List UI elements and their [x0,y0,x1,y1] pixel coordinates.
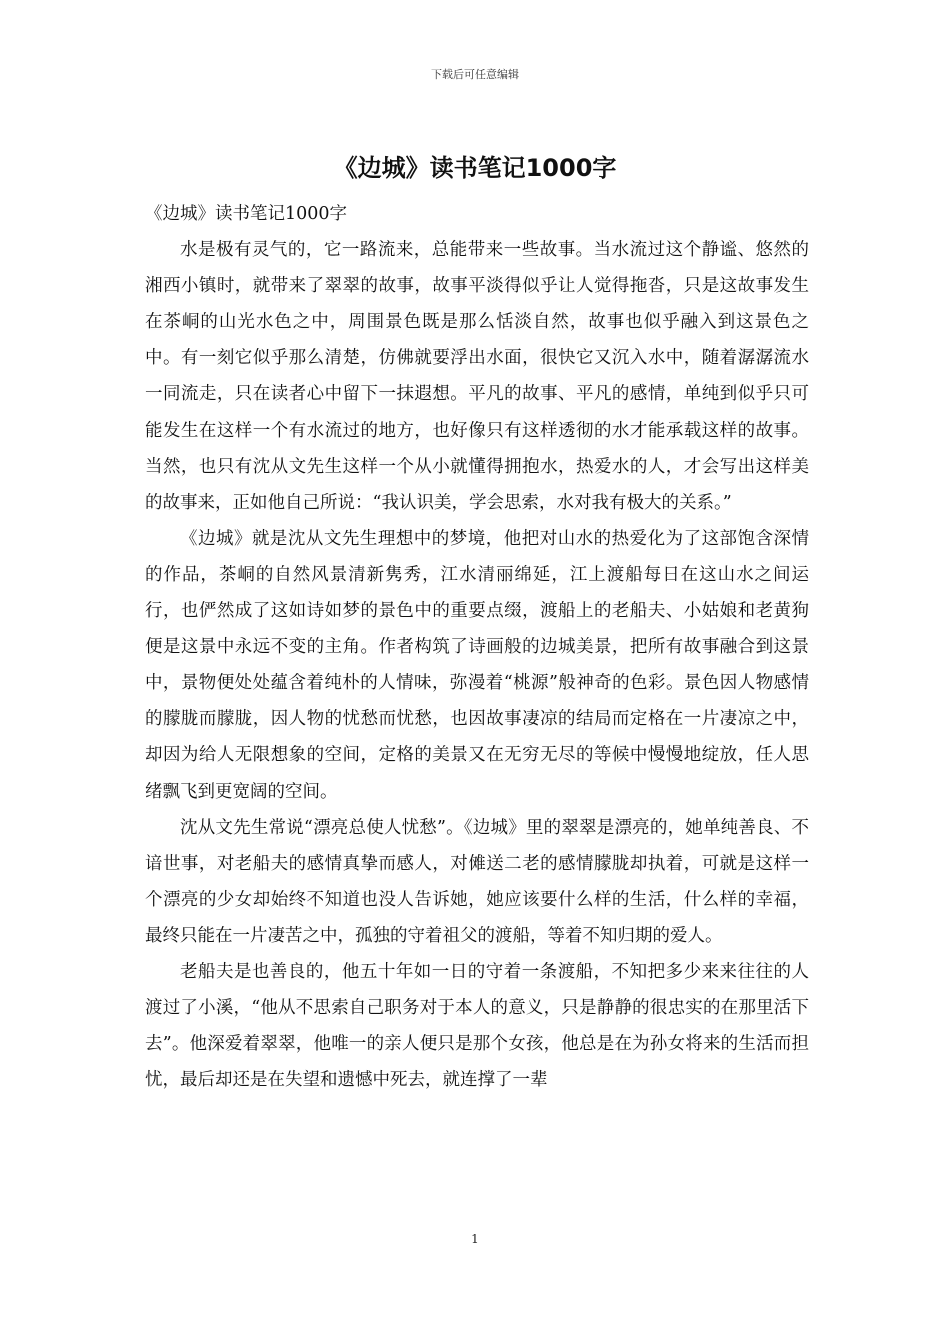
paragraph-4: 老船夫是也善良的，他五十年如一日的守着一条渡船，不知把多少来来往往的人渡过了小溪，“他从不思索自己职务对于本人的意义，只是静静的很忠实的在那里活下去”。他深爱着翠翠，他唯一的亲人便只是那个女孩，他总是在为孙女将来的生活而担忧，最后却还是在失望和遗憾中死去，就连撑了一辈 [145,961,809,1091]
document-subtitle: 《边城》读书笔记1000字 [145,204,348,224]
paragraph-2: 《边城》就是沈从文先生理想中的梦境，他把对山水的热爱化为了这部饱含深情的作品，茶峒的自然风景清新隽秀，江水清丽绵延，江上渡船每日在这山水之间运行，也俨然成了这如诗如梦的景色中的重要点缀，渡船上的老船夫、小姑娘和老黄狗便是这景中永远不变的主角。作者构筑了诗画般的边城美景，把所有故事融合到这景中，景物便处处蕴含着纯朴的人情味，弥漫着“桃源”般神奇的色彩。景色因人物感情的朦胧而朦胧，因人物的忧愁而忧愁，也因故事凄凉的结局而定格在一片凄凉之中，却因为给人无限想象的空间，定格的美景又在无穷无尽的等候中慢慢地绽放，任人思绪飘飞到更宽阔的空间。 [145,528,809,802]
document-title: 《边城》读书笔记1000字 [333,154,617,182]
document-body [145,196,809,1098]
paragraph-1: 水是极有灵气的，它一路流来，总能带来一些故事。当水流过这个静谧、悠然的湘西小镇时，就带来了翠翠的故事，故事平淡得似乎让人觉得拖沓，只是这故事发生在茶峒的山光水色之中，周围景色既是那么恬淡自然，故事也似乎融入到这景色之中。有一刻它似乎那么清楚，仿佛就要浮出水面，很快它又沉入水中，随着潺潺流水一同流走，只在读者心中留下一抹遐想。平凡的故事、平凡的感情，单纯到似乎只可能发生在这样一个有水流过的地方，也好像只有这样透彻的水才能承载这样的故事。当然，也只有沈从文先生这样一个从小就懂得拥抱水，热爱水的人，才会写出这样美的故事来，正如他自己所说：“我认识美，学会思索，水对我有极大的关系。” [145,240,809,513]
page-header: 下载后可任意编辑 [431,68,519,81]
page-number: 1 [471,1232,479,1246]
paragraph-3: 沈从文先生常说“漂亮总使人忧愁”。《边城》里的翠翠是漂亮的，她单纯善良、不谙世事，对老船夫的感情真挚而感人，对傩送二老的感情朦胧却执着，可就是这样一个漂亮的少女却始终不知道也没人告诉她，她应该要什么样的生活，什么样的幸福，最终只能在一片凄苦之中，孤独的守着祖父的渡船，等着不知归期的爱人。 [145,817,809,946]
